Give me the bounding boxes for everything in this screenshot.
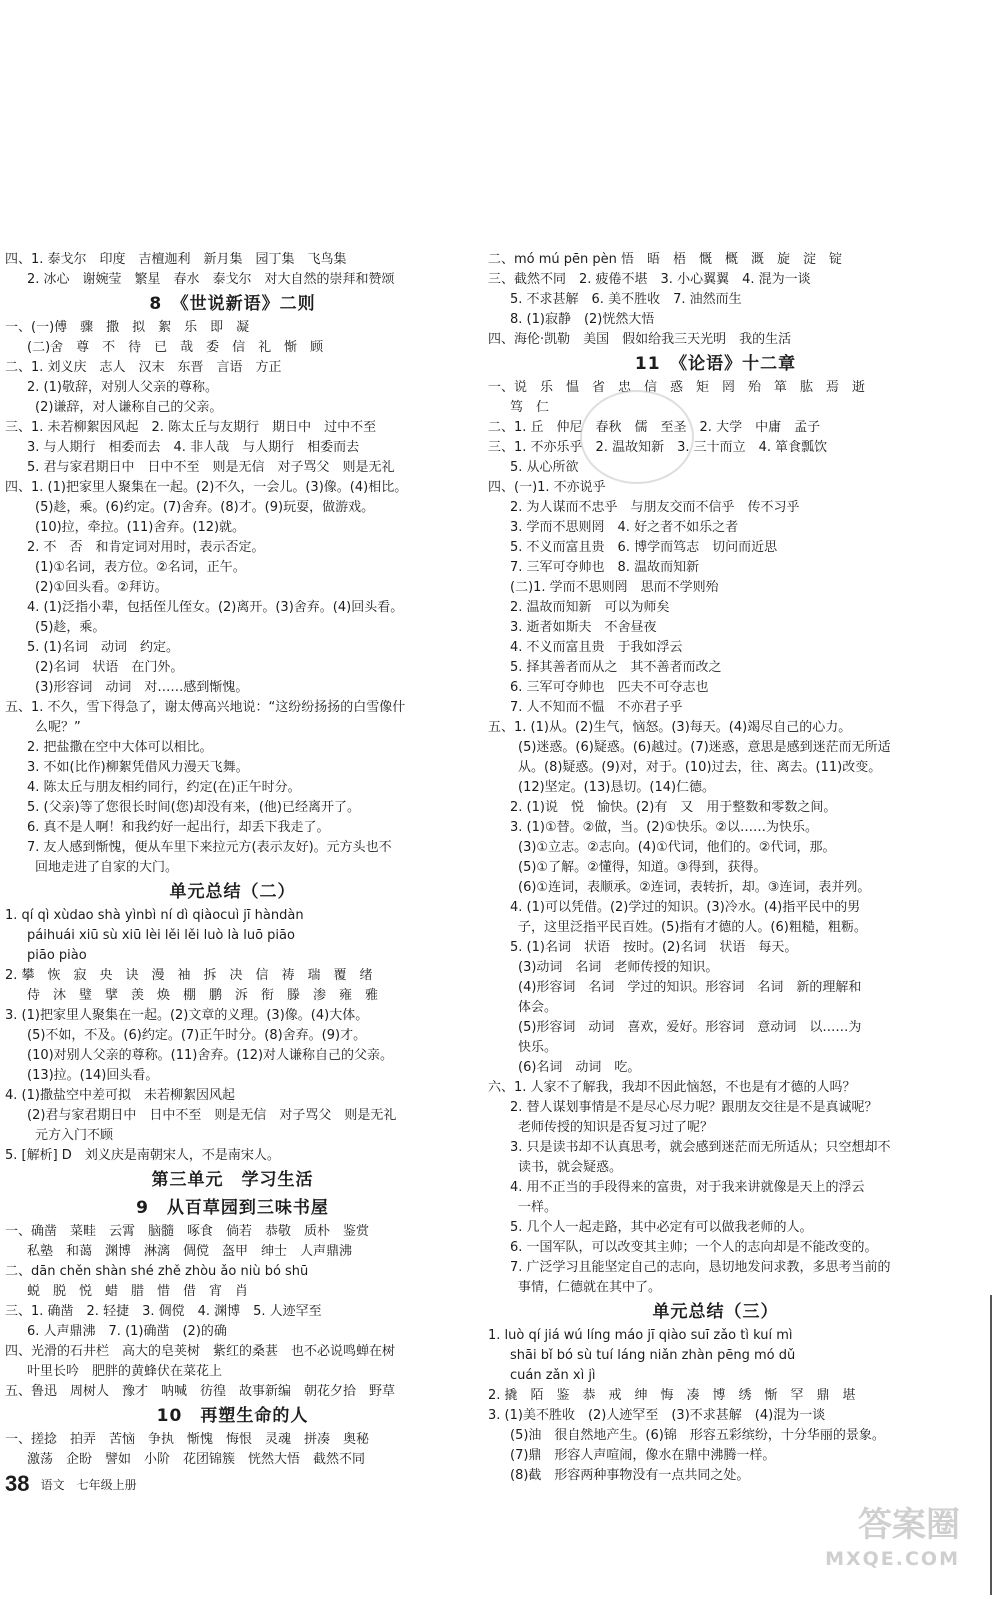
answer-line: 5. 君与家君期日中 日中不至 则是无信 对子骂父 则是无礼: [27, 460, 395, 475]
answer-line: 元方入门不顾: [35, 1128, 114, 1143]
answer-line: 子，这里泛指平民百姓。(5)指有才德的人。(6)粗糙，粗粝。: [518, 920, 867, 935]
section-heading: 8 《世说新语》二则: [149, 294, 316, 314]
page-number: 38: [5, 1471, 30, 1496]
answer-line: 三、截然不同 2. 疲倦不堪 3. 小心翼翼 4. 混为一谈: [488, 272, 811, 287]
answer-line: 6. 人声鼎沸 7. (1)确凿 (2)的确: [27, 1324, 227, 1339]
answer-line: piāo piào: [27, 948, 87, 963]
answer-line: 5. 不义而富且贵 6. 博学而笃志 切问而近思: [510, 540, 778, 555]
answer-line: 2. 攀 恢 寂 央 诀 漫 袖 拆 决 信 祷 瑞 覆 绪: [5, 968, 373, 983]
answer-line: 1. luò qí jiá wú líng máo jī qiào suī zǎo tì kuí mì: [488, 1328, 793, 1343]
faint-stamp-seal: [580, 390, 694, 484]
answer-line: 回地走进了自家的大门。: [35, 860, 179, 875]
answer-line: 3. 不如(比作)柳絮凭借风力漫天飞舞。: [27, 760, 249, 775]
answer-line: 事情，仁德就在其中了。: [518, 1280, 662, 1295]
answer-line: (5)趁，乘。(6)约定。(7)舍弃。(8)才。(9)玩耍，做游戏。: [35, 500, 375, 515]
answer-line: 三、1. 不亦乐乎 2. 温故知新 3. 三十而立 4. 箪食瓢饮: [488, 440, 828, 455]
answer-line: 2. 温故而知新 可以为师矣: [510, 600, 670, 615]
answer-line: 6. 真不是人啊！和我约好一起出行，却丢下我走了。: [27, 820, 330, 835]
answer-line: 5. [解析] D 刘义庆是南朝宋人，不是南宋人。: [5, 1148, 280, 1163]
answer-line: (6)名词 动词 吃。: [518, 1060, 641, 1075]
answer-line: (二)舍 尊 不 待 已 哉 委 信 礼 惭 顾: [27, 340, 324, 355]
answer-line: 三、1. 确凿 2. 轻捷 3. 倜傥 4. 渊博 5. 人迹罕至: [5, 1304, 322, 1319]
answer-line: 3. (1)美不胜收 (2)人迹罕至 (3)不求甚解 (4)混为一谈: [488, 1408, 826, 1423]
answer-line: 6. 一国军队，可以改变其主帅；一个人的志向却是不能改变的。: [510, 1240, 878, 1255]
section-heading: 10 再塑生命的人: [156, 1406, 309, 1426]
answer-line: 二、1. 刘义庆 志人 汉末 东晋 言语 方正: [5, 360, 282, 375]
answer-line: 2. (1)说 悦 愉快。(2)有 又 用于整数和零数之间。: [510, 800, 837, 815]
answer-line: 体会。: [518, 1000, 558, 1015]
answer-line: 5. 不求甚解 6. 美不胜收 7. 油然而生: [510, 292, 742, 307]
answer-line: 3. (1)①替。②做，当。(2)①快乐。②以……为快乐。: [510, 820, 818, 835]
answer-line: (7)鼎 形容人声喧闹，像水在鼎中沸腾一样。: [510, 1448, 776, 1463]
answer-line: 4. (1)可以凭借。(2)学过的知识。(3)冷水。(4)指平民中的男: [510, 900, 861, 915]
answer-line: 一、搓捻 拍弄 苦恼 争执 惭愧 悔恨 灵魂 拼凑 奥秘: [5, 1432, 370, 1447]
site-watermark-logo: [810, 1505, 960, 1578]
answer-line: 四、1. 泰戈尔 印度 吉檀迦利 新月集 园丁集 飞鸟集: [5, 252, 347, 267]
section-heading: 单元总结（二）: [169, 882, 296, 902]
answer-line: 4. (1)撒盐空中差可拟 未若柳絮因风起: [5, 1088, 235, 1103]
answer-line: 私塾 和蔼 渊博 淋漓 倜傥 盔甲 绅士 人声鼎沸: [27, 1244, 353, 1259]
answer-line: 2. 撬 陌 鉴 恭 戒 绅 悔 凑 博 绣 惭 罕 鼎 堪: [488, 1388, 856, 1403]
answer-line: páihuái xiū sù xiū lèi lěi lěi luò là luō piāo: [27, 928, 295, 943]
answer-line: 2. 冰心 谢婉莹 繁星 春水 泰戈尔 对大自然的崇拜和赞颂: [27, 272, 395, 287]
answer-line: 二、1. 丘 仲尼 春秋 儒 至圣 2. 大学 中庸 孟子: [488, 420, 821, 435]
answer-line: 二、mó mú pēn pèn 悟 晤 梧 慨 概 溉 旋 淀 锭: [488, 252, 843, 267]
answer-line: 2. 不 否 和肯定词对用时，表示否定。: [27, 540, 265, 555]
answer-line: (13)拉。(14)回头看。: [27, 1068, 159, 1083]
right-answer-column: [488, 250, 943, 1486]
answer-line: 五、1. 不久，雪下得急了，谢太傅高兴地说：“这纷纷扬扬的白雪像什: [5, 700, 406, 715]
page-footer: [5, 1471, 137, 1497]
answer-line: (2)①回头看。②拜访。: [35, 580, 168, 595]
answer-line: 4. 用不正当的手段得来的富贵，对于我来讲就像是天上的浮云: [510, 1180, 865, 1195]
answer-line: (3)动词 名词 老师传授的知识。: [518, 960, 719, 975]
answer-line: 一、(一)傅 骤 撒 拟 絮 乐 即 凝: [5, 320, 250, 335]
answer-line: (12)坚定。(13)恳切。(14)仁德。: [518, 780, 716, 795]
answer-line: 从。(8)疑惑。(9)对，对于。(10)过去，往、离去。(11)改变。: [518, 760, 882, 775]
answer-line: 3. 逝者如斯夫 不舍昼夜: [510, 620, 657, 635]
answer-line: 3. (1)把家里人聚集在一起。(2)文章的义理。(3)像。(4)大体。: [5, 1008, 369, 1023]
section-heading: 9 从百草园到三味书屋: [136, 1198, 329, 1218]
answer-line: 4. 陈太丘与朋友相约同行，约定(在)正午时分。: [27, 780, 301, 795]
watermark-domain-text: MXQE.COM: [825, 1548, 960, 1570]
answer-line: 四、1. (1)把家里人聚集在一起。(2)不久，一会儿。(3)像。(4)相比。: [5, 480, 408, 495]
answer-line: cuán zǎn xì jì: [510, 1368, 596, 1383]
answer-line: 5. 从心所欲: [510, 460, 579, 475]
left-answer-column: [5, 250, 460, 1470]
answer-line: (5)不如，不及。(6)约定。(7)正午时分。(8)舍弃。(9)才。: [27, 1028, 367, 1043]
answer-line: 四、(一)1. 不亦说乎: [488, 480, 606, 495]
answer-line: 1. qí qì xùdao shà yìnbì ní dì qiàocuì jī hàndàn: [5, 908, 304, 923]
answer-line: 四、光滑的石井栏 高大的皂荚树 紫红的桑葚 也不必说鸣蝉在树: [5, 1344, 396, 1359]
section-heading: 第三单元 学习生活: [151, 1170, 314, 1190]
answer-line: 激荡 企盼 譬如 小阶 花团锦簇 恍然大悟 截然不同: [27, 1452, 366, 1467]
answer-line: 么呢？”: [35, 720, 81, 735]
answer-line: 7. 广泛学习且能坚定自己的志向，恳切地发问求教，多思考当前的: [510, 1260, 891, 1275]
answer-line: (5)油 很自然地产生。(6)锦 形容五彩缤纷，十分华丽的景象。: [510, 1428, 885, 1443]
answer-line: 笃 仁: [510, 400, 550, 415]
answer-line: (5)迷惑。(6)疑惑。(6)越过。(7)迷惑，意思是感到迷茫而无所适: [518, 740, 891, 755]
answer-line: 5. (1)名词 动词 约定。: [27, 640, 179, 655]
answer-line: 5. 择其善者而从之 其不善者而改之: [510, 660, 722, 675]
answer-line: 四、海伦·凯勒 美国 假如给我三天光明 我的生活: [488, 332, 792, 347]
answer-line: (4)形容词 名词 学过的知识。形容词 名词 新的理解和: [518, 980, 862, 995]
answer-line: (6)①连词，表顺承。②连词，表转折，却。③连词，表并列。: [518, 880, 871, 895]
answer-line: 2. 替人谋划事情是不是尽心尽力呢？跟朋友交往是不是真诚呢？: [510, 1100, 878, 1115]
answer-line: 4. (1)泛指小辈，包括侄儿侄女。(2)离开。(3)舍弃。(4)回头看。: [27, 600, 404, 615]
answer-line: (8)截 形容两种事物没有一点共同之处。: [510, 1468, 750, 1483]
book-title: 语文 七年级上册: [40, 1477, 137, 1492]
answer-line: 蜕 脱 悦 蜡 腊 惜 借 宵 肖: [27, 1284, 249, 1299]
answer-line: 叶里长吟 肥胖的黄蜂伏在菜花上: [27, 1364, 223, 1379]
answer-line: 3. 学而不思则罔 4. 好之者不如乐之者: [510, 520, 739, 535]
answer-line: 3. 只是读书却不认真思考，就会感到迷茫而无所适从；只空想却不: [510, 1140, 891, 1155]
answer-line: (3)①立志。②志向。(4)①代词，他们的。②代词，那。: [518, 840, 836, 855]
section-heading: 11 《论语》十二章: [634, 354, 797, 374]
answer-line: (5)趁，乘。: [35, 620, 106, 635]
answer-line: 五、1. (1)从。(2)生气，恼怒。(3)每天。(4)竭尽自己的心力。: [488, 720, 852, 735]
answer-line: (2)名词 状语 在门外。: [35, 660, 184, 675]
answer-line: 2. (1)敬辞，对别人父亲的尊称。: [27, 380, 218, 395]
watermark-main-text: 答案圈: [858, 1505, 960, 1545]
answer-line: (5)形容词 动词 喜欢，爱好。形容词 意动词 以……为: [518, 1020, 862, 1035]
answer-line: (二)1. 学而不思则罔 思而不学则殆: [510, 580, 719, 595]
answer-line: 三、1. 未若柳絮因风起 2. 陈太丘与友期行 期日中 过中不至: [5, 420, 377, 435]
answer-line: 7. 三军可夺帅也 8. 温故而知新: [510, 560, 700, 575]
answer-line: (10)拉，牵拉。(11)舍弃。(12)就。: [35, 520, 246, 535]
answer-line: 2. 为人谋而不忠乎 与朋友交而不信乎 传不习乎: [510, 500, 800, 515]
answer-line: (2)君与家君期日中 日中不至 则是无信 对子骂父 则是无礼: [27, 1108, 397, 1123]
answer-line: 5. (父亲)等了您很长时间(您)却没有来，(他)已经离开了。: [27, 800, 360, 815]
answer-line: 3. 与人期行 相委而去 4. 非人哉 与人期行 相委而去: [27, 440, 360, 455]
answer-line: 快乐。: [518, 1040, 558, 1055]
answer-line: 老师传授的知识是否复习过了呢？: [518, 1120, 714, 1135]
answer-line: 7. 友人感到惭愧，便从车里下来拉元方(表示友好)。元方头也不: [27, 840, 392, 855]
answer-line: 5. 几个人一起走路，其中必定有可以做我老师的人。: [510, 1220, 813, 1235]
answer-line: 二、dān chěn shàn shé zhě zhòu ǎo niù bó shū: [5, 1264, 309, 1279]
answer-line: 4. 不义而富且贵 于我如浮云: [510, 640, 683, 655]
answer-line: 2. 把盐撒在空中大体可以相比。: [27, 740, 213, 755]
answer-line: (2)谦辞，对人谦称自己的父亲。: [35, 400, 223, 415]
answer-line: 5. (1)名词 状语 按时。(2)名词 状语 每天。: [510, 940, 798, 955]
answer-line: shāi bǐ bó sù tuí láng niǎn zhàn pēng mó dǔ: [510, 1348, 796, 1363]
answer-line: 一样。: [518, 1200, 558, 1215]
answer-line: (1)①名词，表方位。②名词，正午。: [35, 560, 246, 575]
answer-line: 六、1. 人家不了解我，我却不因此恼怒，不也是有才德的人吗？: [488, 1080, 856, 1095]
answer-line: (5)①了解。②懂得，知道。③得到，获得。: [518, 860, 767, 875]
answer-line: 五、鲁迅 周树人 豫才 呐喊 彷徨 故事新编 朝花夕拾 野草: [5, 1384, 396, 1399]
answer-line: 读书，就会疑惑。: [518, 1160, 623, 1175]
section-heading: 单元总结（三）: [652, 1302, 779, 1322]
answer-line: (3)形容词 动词 对……感到惭愧。: [35, 680, 249, 695]
answer-line: 7. 人不知而不愠 不亦君子乎: [510, 700, 683, 715]
answer-line: 一、说 乐 愠 省 忠 信 惑 矩 罔 殆 箪 肱 焉 逝: [488, 380, 866, 395]
answer-line: 8. (1)寂静 (2)恍然大悟: [510, 312, 655, 327]
answer-line: (10)对别人父亲的尊称。(11)舍弃。(12)对人谦称自己的父亲。: [27, 1048, 394, 1063]
scan-edge-line: [990, 1295, 992, 1595]
answer-line: 6. 三军可夺帅也 匹夫不可夺志也: [510, 680, 709, 695]
answer-line: 侍 沐 璧 擘 羡 焕 棚 鹏 泝 衔 滕 渗 雍 雅: [27, 988, 379, 1003]
answer-line: 一、确凿 菜畦 云霄 脑髓 啄食 倘若 恭敬 质朴 鉴赏: [5, 1224, 370, 1239]
